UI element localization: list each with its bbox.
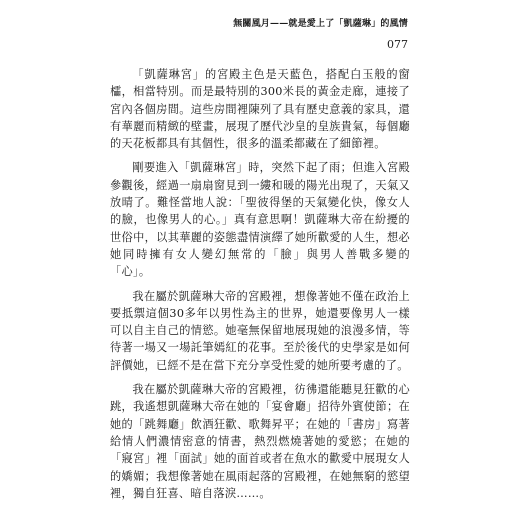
page-number: 077 bbox=[387, 38, 408, 51]
paragraph: 我在屬於凱薩琳大帝的宮殿裡，想像著她不僅在政治上要抵禦這個30多年以男性為主的世界，她還要像男人一樣可以自主自己的情慾。她毫無保留地展現她的浪漫多情，等待著一場又一場託筆嫣紅的花事。至於後代的史學家是如何評價她，已經不是在當下充分享受性愛的她所要考慮的了。 bbox=[110, 289, 410, 372]
paragraph: 我在屬於凱薩琳大帝的宮殿裡，彷彿還能聽見狂歡的心跳，我遙想凱薩琳大帝在她的「宴會廳」招待外賓使節；在她的「跳舞廳」飲酒狂歡、歌舞昇平；在她的「書房」寫著給情人們濃情密意的情書，熱烈燃燒著她的愛慾；在她的「寢宮」裡「面試」她的面首或者在魚水的歡愛中展現女人的嬌媚；我想像著她在風雨起落的宮殿裡，在她無窮的慾望裡，獨自狂喜、暗自落淚……。 bbox=[110, 383, 410, 500]
body-text bbox=[110, 66, 410, 509]
running-head: 無關風月——就是愛上了「凱薩琳」的風情 bbox=[233, 19, 408, 29]
paragraph: 「凱薩琳宮」的宮殿主色是天藍色，搭配白玉般的窗櫺，相當特別。而是最特別的300米長的黃金走廊，連接了宮內各個房間。這些房間裡陳列了具有歷史意義的家具，還有華麗而精緻的壁畫，展現了歷代沙皇的皇族貴氣，每個廳的天花板都具有其個性，很多的溫柔都藏在了細節裡。 bbox=[110, 68, 410, 151]
paragraph: 剛要進入「凱薩琳宮」時，突然下起了雨；但進入宮殿參觀後，經過一扇扇窗見到一縷和暖的陽光出現了，天氣又放晴了。難怪當地人說：「聖彼得堡的天氣變化快，像女人的臉，也像男人的心。」真有意思啊！凱薩琳大帝在紛擾的世俗中，以其華麗的姿態盡情演繹了她所歡愛的人生，想必她同時擁有女人變幻無常的「臉」與男人善戰多變的「心」。 bbox=[110, 161, 410, 279]
